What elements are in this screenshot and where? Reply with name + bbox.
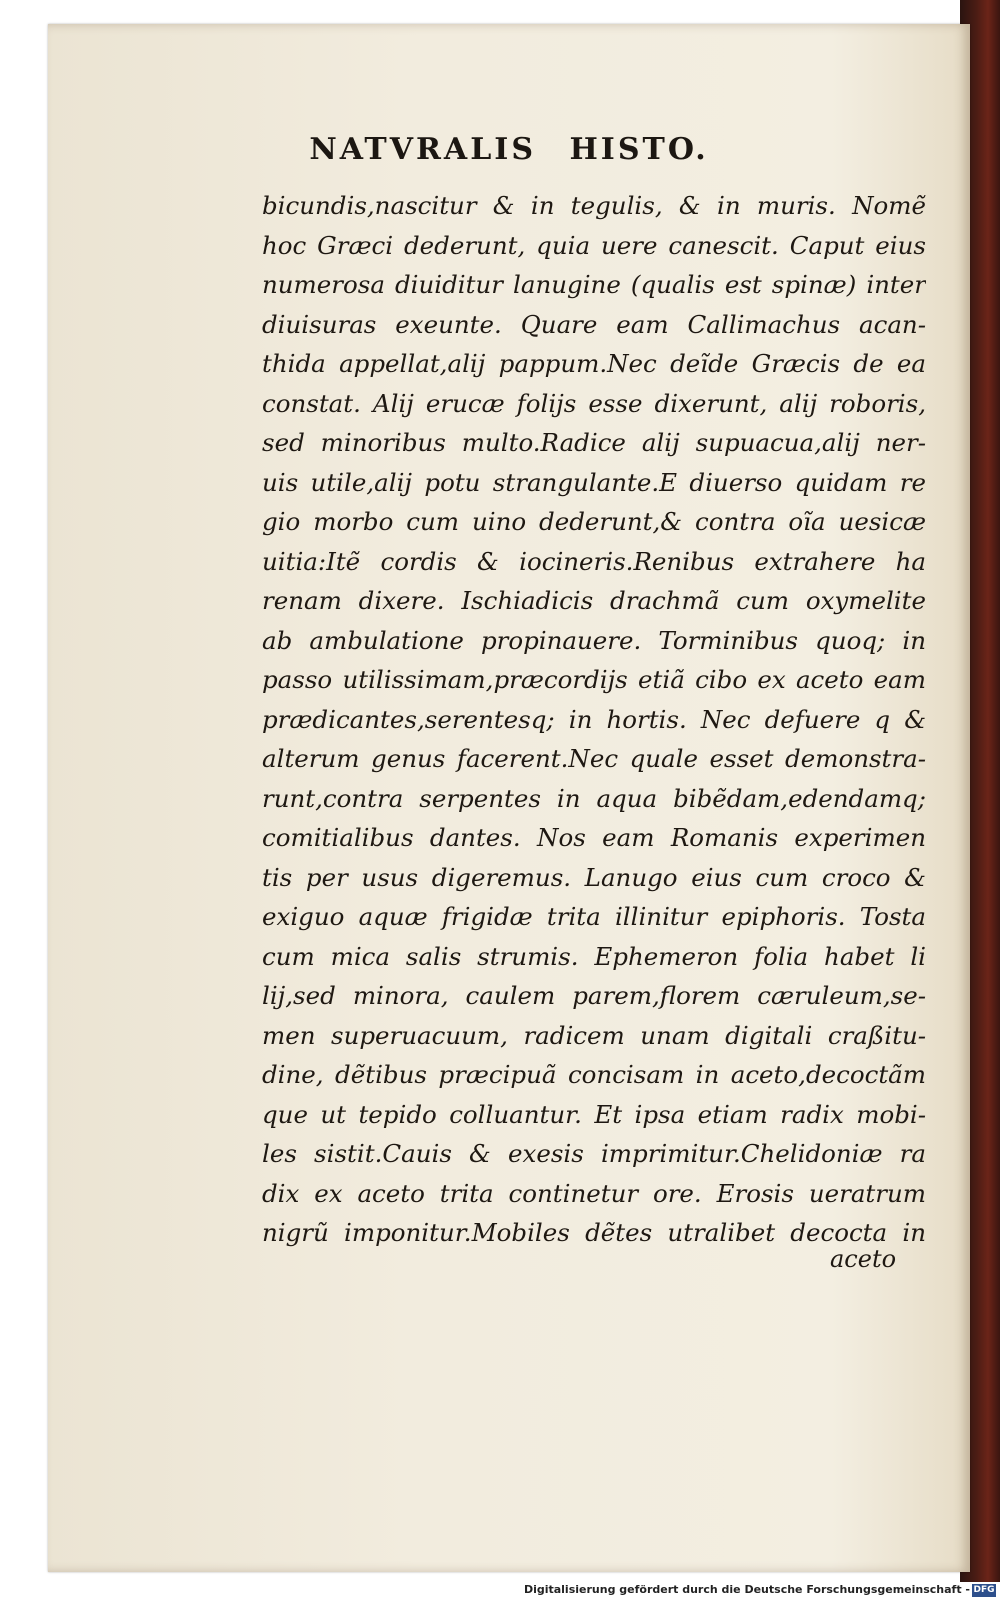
text-line: hoc Græci dederunt, quia uere canescit. Caput eius <box>262 230 926 260</box>
text-line: que ut tepido colluantur. Et ipsa etiam radix mobi- <box>262 1099 926 1129</box>
text-line: men superuacuum, radicem unam digitali craßitu- <box>262 1020 926 1050</box>
catchword: aceto <box>830 1245 897 1273</box>
text-line: sed minoribus multo.Radice alij supuacua,alij ner- <box>262 428 926 457</box>
text-line: lij,sed minora, caulem parem,florem cæruleum,se- <box>262 981 926 1010</box>
text-line: ab ambulatione propinauere. Torminibus quoq; in <box>262 625 926 655</box>
text-line: dix ex aceto trita continetur ore. Erosis ueratrum <box>262 1178 926 1208</box>
dfg-logo-icon: DFG <box>973 1585 995 1595</box>
text-line: prædicantes,serentesq; in hortis. Nec defuere q & <box>262 704 926 734</box>
text-line: passo utilissimam,præcordijs etiã cibo ex aceto eam <box>262 665 926 694</box>
text-line: thida appellat,alij pappum.Nec deĩde Græcis de ea <box>262 349 926 378</box>
text-line: runt,contra serpentes in aqua bibẽdam,edendamq; <box>262 783 926 813</box>
text-line: numerosa diuiditur lanugine (qualis est spinæ) inter <box>262 270 926 299</box>
text-line: nigrũ imponitur.Mobiles dẽtes utralibet decocta in <box>262 1218 926 1247</box>
text-line: uis utile,alij potu strangulante.E diuerso quidam re <box>262 467 926 497</box>
text-line: renam dixere. Ischiadicis drachmã cum oxymelite <box>262 586 926 615</box>
text-line: bicundis,nascitur & in tegulis, & in muris. Nomẽ <box>262 191 926 220</box>
text-line: alterum genus facerent.Nec quale esset demonstra- <box>262 744 926 773</box>
footer-credit: Digitalisierung gefördert durch die Deutsche Forschungsgemeinschaft - <box>523 1583 970 1596</box>
text-line: cum mica salis strumis. Ephemeron folia habet li <box>262 941 926 971</box>
text-line: comitialibus dantes. Nos eam Romanis experimen <box>262 823 926 852</box>
text-line: tis per usus digeremus. Lanugo eius cum croco & <box>262 862 926 892</box>
text-line: les sistit.Cauis & exesis imprimitur.Chelidoniæ ra <box>262 1139 926 1168</box>
text-line: gio morbo cum uino dederunt,& contra oĩa uesicæ <box>262 507 926 536</box>
text-line: uitia:Itẽ cordis & iocineris.Renibus extrahere ha <box>262 546 926 576</box>
text-line: dine, dẽtibus præcipuã concisam in aceto,decoctãm <box>262 1060 926 1089</box>
running-head: NATVRALIS HISTO. <box>309 132 709 167</box>
text-line: exiguo aquæ frigidæ trita illinitur epiphoris. Tosta <box>262 902 926 931</box>
text-block <box>262 186 926 1253</box>
text-line: diuisuras exeunte. Quare eam Callimachus acan- <box>262 309 926 339</box>
text-line: constat. Alij erucæ folijs esse dixerunt, alij roboris, <box>262 388 926 418</box>
